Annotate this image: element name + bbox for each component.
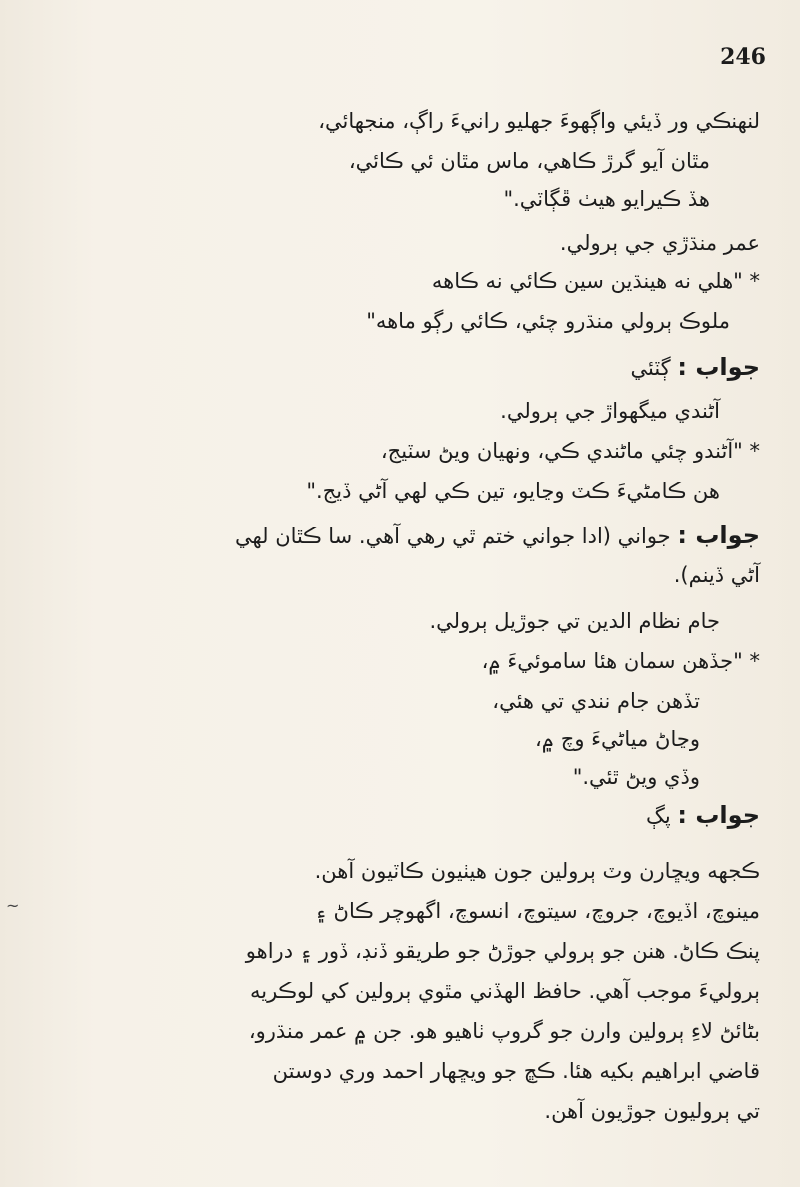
answer-2 [235,520,760,551]
paragraph-line-4: ٻروليءَ موجب آهي. حافظ الهڏني مٿوي ٻرولين کي لوڪريه [249,979,760,1003]
answer-2-continuation: آڻي ڏينم). [673,563,760,587]
margin-mark: ~ [6,896,20,915]
stanza1-line-1: لنهنڪي ور ڏيئي واڳهوءَ جهليو رانيءَ راڳ، منجهائي، [318,109,760,133]
paragraph-line-1: ڪجهه ويڇارن وٽ ٻرولين جون هيٺيون ڪاٽيون آهن. [314,859,760,883]
paragraph-line-6: قاضي ابراهيم بکيه هئا. ڪڇ جو ويڇهار احمد وري دوستن [272,1059,760,1083]
paragraph-line-2: مينوچ، اڏيوچ، جروچ، سيتوچ، انسوچ، اگهوچر ڪاڻ ۽ [314,899,760,923]
riddle-intro-jam: جام نظام الدين تي جوڙيل ٻرولي. [429,609,720,633]
answer-text: ڳٽئي [630,356,671,380]
riddle-intro-aandi: آڻندي ميگهواڙ جي ٻرولي. [500,399,720,423]
riddle-intro-umar: عمر منڌڙي جي ٻرولي. [559,231,760,255]
stanza4-line-2: تڏهن جام نندي تي هئي، [492,689,700,713]
stanza4-line-3: وڃاڻ مياڻيءَ وچ ۾، [535,727,700,751]
stanza3-line-1: * "آڻندو چئي ماڻندي ڪي، ونهيان ويڻ سٽيج، [380,439,760,463]
stanza1-line-3: هڏ ڪيرايو هيٺ ڦڳاٽي." [503,187,710,211]
answer-1 [630,352,760,383]
stanza4-line-1: * "جڏهن سمان هئا ساموئيءَ ۾، [481,649,760,673]
paragraph-line-3: پنڪ ڪاڻ. هنن جو ٻرولي جوڙڻ جو طريقو ڏنڊ، ڏور ۽ دراهو [245,939,760,963]
paragraph-line-7: تي ٻروليون جوڙيون آهن. [544,1099,760,1123]
answer-label: جواب : [677,353,760,381]
stanza4-line-4: وڏي ويڻ ٿئي." [572,765,700,789]
stanza1-line-2: مٿان آيو گرڙ ڪاهي، ماس مٿان ئي ڪائي، [348,149,710,173]
paragraph-line-5: بڻائڻ لاءِ ٻرولين وارن جو گروپ ٺاهيو هو. جن ۾ عمر منڌرو، [248,1019,760,1043]
answer-label: جواب : [677,521,760,549]
answer-label: جواب : [677,801,760,829]
stanza3-line-2: هن ڪامڻيءَ ڪٽ وڃايو، تين ڪي لهي آڻي ڏيج." [306,479,720,503]
stanza2-line-1: * "هلي نه هينڌين سين ڪائي نه ڪاهه [431,269,760,293]
answer-text: جواني (ادا جواني ختم ٿي رهي آهي. سا ڪٿان لهي [234,524,671,548]
answer-3 [646,800,760,831]
answer-text: پڳ [646,804,671,828]
page-number: 246 [720,44,766,70]
stanza2-line-2: ملوڪ ٻرولي منڌرو چئي، ڪائي رڳو ماهه" [366,309,730,333]
